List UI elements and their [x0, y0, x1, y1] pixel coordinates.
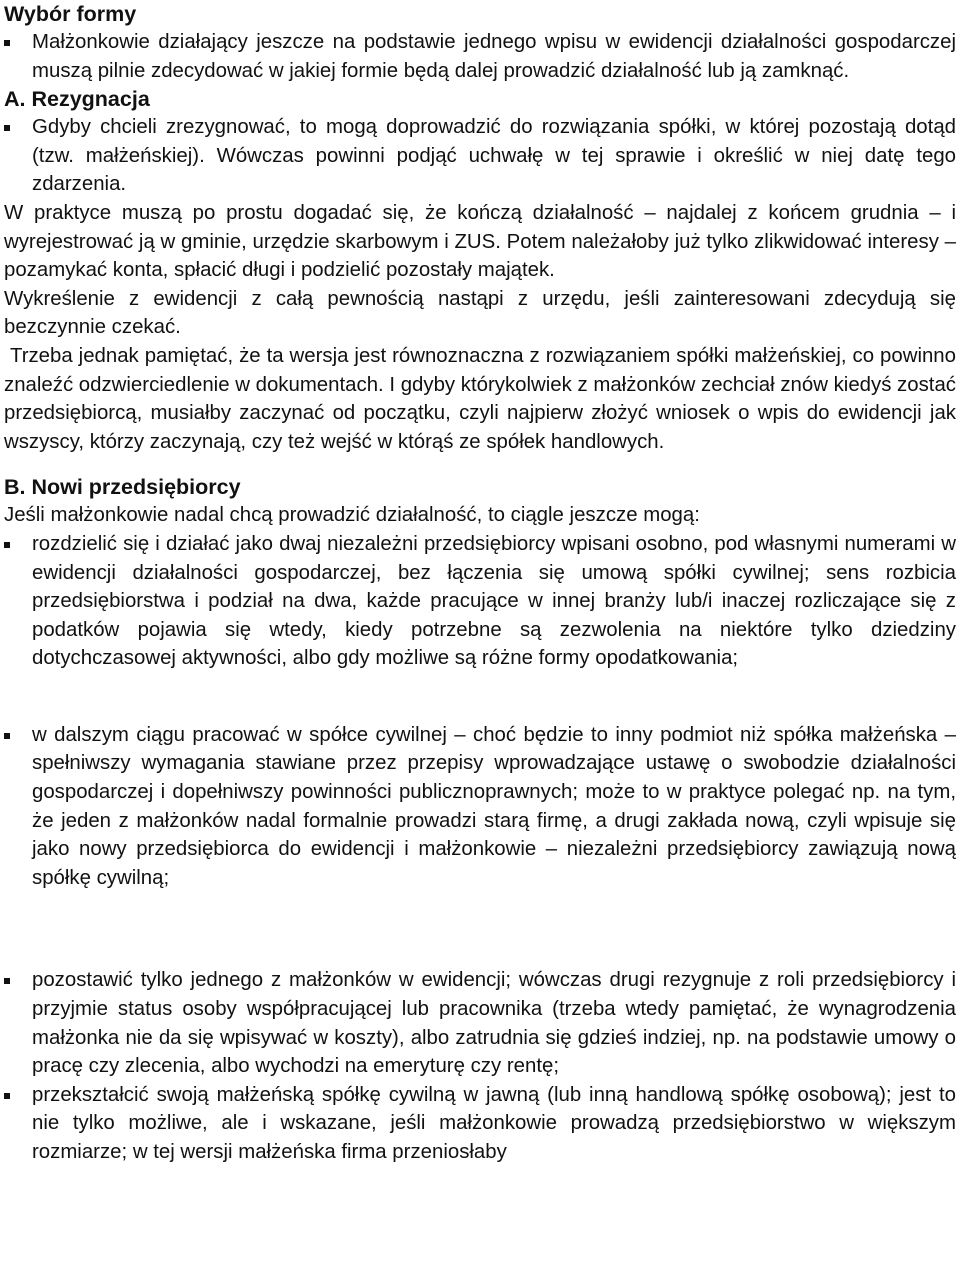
paragraph: Wykreślenie z ewidencji z całą pewnością nastąpi z urzędu, jeśli zainteresowani zdecydują się bezczynnie czekać.: [4, 287, 956, 339]
bullet-square-icon: [4, 1093, 10, 1099]
bullet-square-icon: [4, 733, 10, 739]
list-item: [4, 530, 956, 673]
list-item-intro: [4, 28, 956, 85]
bullet-square-icon: [4, 40, 10, 46]
bullet-text: pozostawić tylko jednego z małżonków w ewidencji; wówczas drugi rezygnuje z roli przedsiębiorcy i przyjmie status osoby współpracującej lub pracownika (trzeba wtedy pamiętać, że wynagrodzenia małżonka nie da się wpisywać w koszty), albo zatrudnia się gdzieś indziej, np. na podstawie umowy o pracę czy zlecenia, albo wychodzi na emeryturę czy rentę;: [32, 969, 956, 1078]
list-item: [4, 721, 956, 893]
bullet-square-icon: [4, 542, 10, 548]
list-item: [4, 966, 956, 1080]
bullet-text: w dalszym ciągu pracować w spółce cywilnej – choć będzie to inny podmiot niż spółka małżeńska – spełniwszy wymagania stawiane przez przepisy wprowadzające ustawę o swobodzie działalności gospodarczej i dopełniwszy powinności publicznoprawnych; może to w praktyce polegać np. na tym, że jeden z małżonków nadal formalnie prowadzi starą firmę, a drugi zakłada nową, czyli wpisuje się jako nowy przedsiębiorca do ewidencji i małżonkowie – niezależni przedsiębiorcy zawiązują nową spółkę cywilną;: [32, 723, 956, 889]
bullet-text: przekształcić swoją małżeńską spółkę cywilną w jawną (lub inną handlową spółkę osobową); jest to nie tylko możliwe, ale i wskazane, jeśli małżonkowie prowadzą przedsiębiorstwo w większym rozmiarze; w tej wersji małżeńska firma przeniosłaby: [32, 1083, 956, 1163]
paragraph: Trzeba jednak pamiętać, że ta wersja jest równoznaczna z rozwiązaniem spółki małżeńskiej, co powinno znaleźć odzwierciedlenie w dokumentach. I gdyby którykolwiek z małżonków zechciał znów kiedyś zostać przedsiębiorcą, musiałby zaczynać od początku, czyli najpierw złożyć wniosek o wpis do ewidencji jak wszyscy, którzy zaczynają, czy też wejść w którąś ze spółek handlowych.: [4, 344, 956, 453]
bullet-square-icon: [4, 978, 10, 984]
paragraph: W praktyce muszą po prostu dogadać się, że kończą działalność – najdalej z końcem grudnia – i wyrejestrować ją w gminie, urzędzie skarbowym i ZUS. Potem należałoby już tylko zlikwidować interesy – pozamykać konta, spłacić długi i podzielić pozostały majątek.: [4, 201, 956, 282]
section-a-heading: A. Rezygnacja: [4, 87, 150, 112]
bullet-text: Małżonkowie działający jeszcze na podstawie jednego wpisu w ewidencji działalności gospodarczej muszą pilnie zdecydować w jakiej formie będą dalej prowadzić działalność lub ją zamknąć.: [32, 31, 956, 82]
bullet-square-icon: [4, 125, 10, 131]
page-title: Wybór formy: [4, 2, 137, 26]
list-item: [4, 1081, 956, 1167]
list-item-section-a: [4, 113, 956, 199]
bullet-text: Gdyby chcieli zrezygnować, to mogą doprowadzić do rozwiązania spółki, w której pozostają dotąd (tzw. małżeńskiej). Wówczas powinni podjąć uchwałę w tej sprawie i określić w niej datę tego zdarzenia.: [32, 116, 956, 196]
section-b-heading: B. Nowi przedsiębiorcy: [4, 475, 241, 500]
bullet-text: rozdzielić się i działać jako dwaj niezależni przedsiębiorcy wpisani osobno, pod własnymi numerami w ewidencji działalności gospodarczej, bez łączenia się umową spółki cywilnej; sens rozbicia przedsiębiorstwa i podział na dwa, każde pracujące w innej branży lub/i inaczej rozliczające się z podatków pojawia się wtedy, kiedy potrzebne są zezwolenia na niektóre tylko dziedziny dotychczasowej aktywności, albo gdy możliwe są różne formy opodatkowania;: [32, 532, 956, 670]
section-b-lead: Jeśli małżonkowie nadal chcą prowadzić działalność, to ciągle jeszcze mogą:: [4, 504, 700, 527]
